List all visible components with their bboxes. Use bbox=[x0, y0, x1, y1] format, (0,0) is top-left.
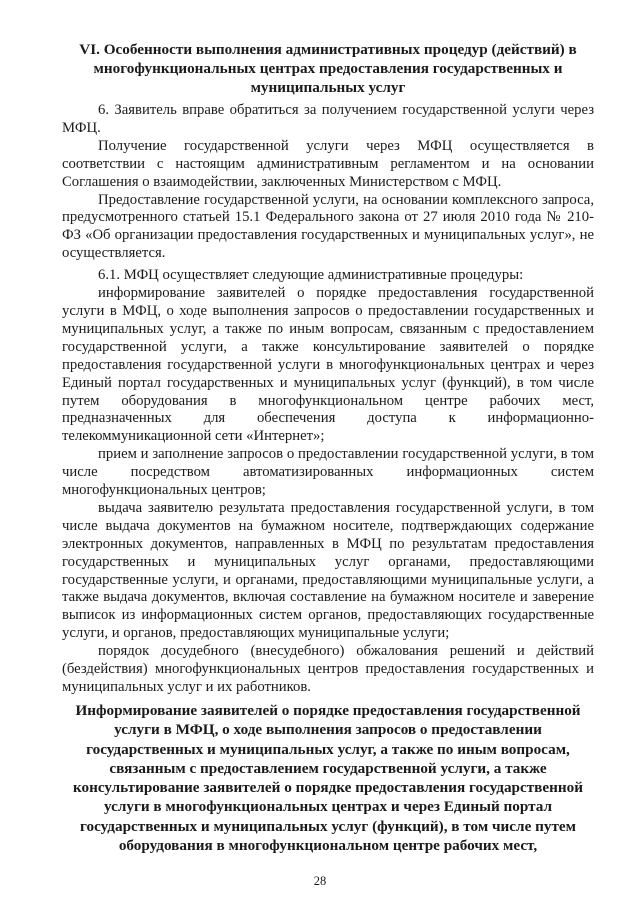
paragraph-informing: информирование заявителей о порядке предоставления государственной услуги в МФЦ, о ходе выполнения запросов о предоставлении государственных и муниципальных услуг, а также по иным вопросам, связанным с предоставлением государственной услуги, а также консультирование заявителей о порядке предоставления государственной услуги в многофункциональных центрах и через Единый портал государственных и муниципальных услуг (функций), в том числе путем оборудования в многофункциональном центре рабочих мест, предназначенных для обеспечения доступа к информационно-телекоммуникационной сети «Интернет»; bbox=[62, 285, 594, 445]
paragraph-6: 6. Заявитель вправе обратиться за получением государственной услуги через МФЦ. bbox=[62, 102, 594, 136]
subsection-heading: Информирование заявителей о порядке предоставления государственной услуги в МФЦ, о ходе выполнения запросов о предоставлении государственных и муниципальных услуг, а также по иным вопросам, связанным с предоставлением государственной услуги, а также консультирование заявителей о порядке предоставления государственной услуги в многофункциональных центрах и через Единый портал государственных и муниципальных услуг (функций), в том числе путем оборудования в многофункциональном центре рабочих мест, bbox=[73, 701, 583, 854]
paragraph-issuance: выдача заявителю результата предоставления государственной услуги, в том числе выдача документов на бумажном носителе, подтверждающих содержание электронных документов, направленных в МФЦ по результатам предоставления государственных и муниципальных услуг органами, предоставляющими государственные услуги, и органами, предоставляющими муниципальные услуги, а также выдача документов, включая составление на бумажном носителе и заверение выписок из информационных систем органов, предоставляющих государственные услуги, и органов, предоставляющих муниципальные услуги; bbox=[62, 499, 594, 642]
paragraph-mfc-basis: Получение государственной услуги через МФЦ осуществляется в соответствии с настоящим административным регламентом и на основании Соглашения о взаимодействии, заключенных Министерством с МФЦ. bbox=[62, 137, 594, 190]
paragraph-appeal: порядок досудебного (внесудебного) обжалования решений и действий (бездействия) многофункциональных центров предоставления государственных и муниципальных услуг и их работников. bbox=[62, 643, 594, 695]
paragraph-complex-request: Предоставление государственной услуги, на основании комплексного запроса, предусмотренного статьей 15.1 Федерального закона от 27 июля 2010 года № 210-ФЗ «Об организации предоставления государственных и муниципальных услуг», не осуществляется. bbox=[62, 191, 594, 262]
page-number: 28 bbox=[313, 874, 327, 888]
document-page bbox=[62, 40, 594, 860]
paragraph-6-1: 6.1. МФЦ осуществляет следующие административные процедуры: bbox=[98, 267, 524, 284]
section-heading: VI. Особенности выполнения административных процедур (действий) в многофункциональных центрах предоставления государственных и муниципальных услуг bbox=[79, 41, 577, 96]
paragraph-reception: прием и заполнение запросов о предоставлении государственной услуги, в том числе посредством автоматизированных информационных систем многофункциональных центров; bbox=[62, 446, 594, 499]
